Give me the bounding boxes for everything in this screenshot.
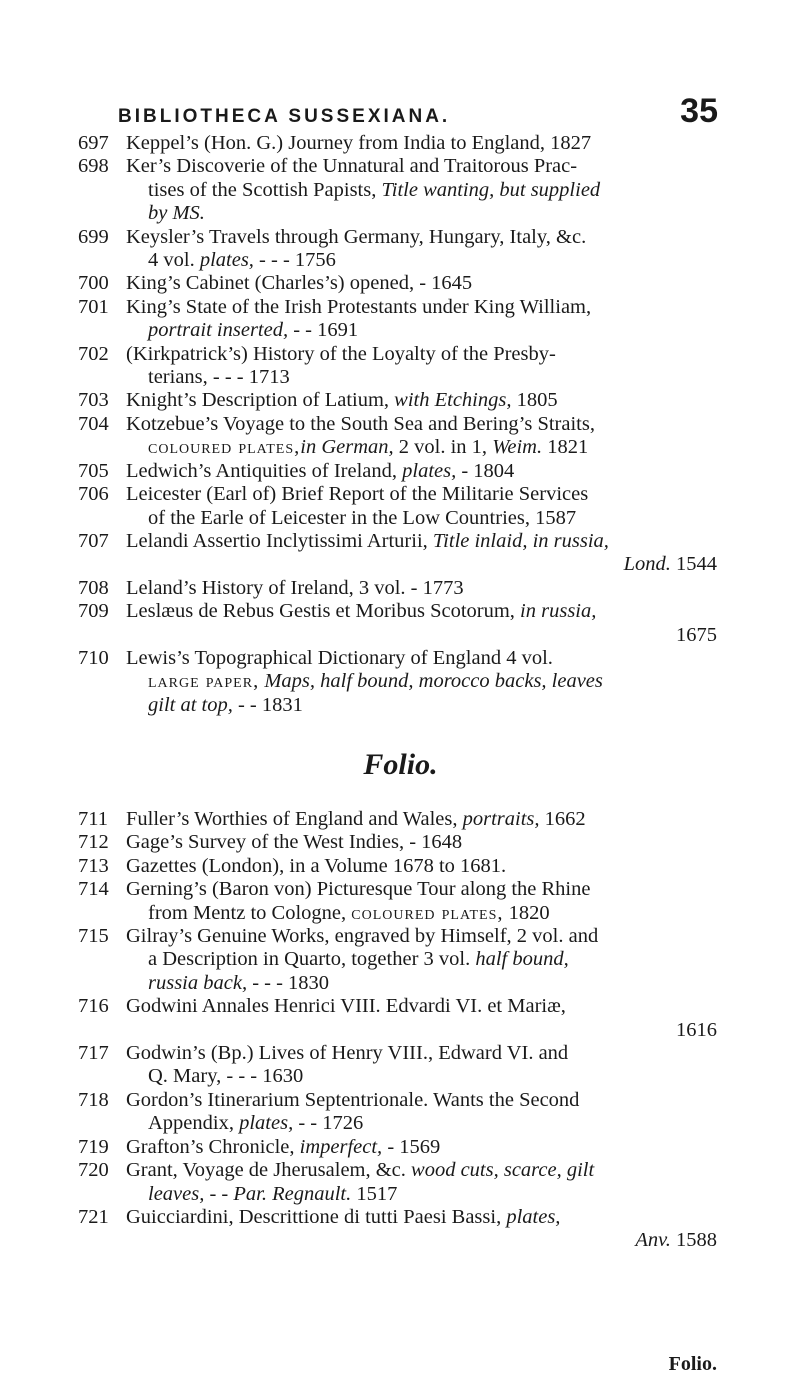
- entry-text: [126, 808, 717, 831]
- entry-title-text: Ledwich’s Antiquities of Ireland,: [126, 459, 403, 482]
- entry-line: [126, 855, 717, 878]
- lot-number: 714: [78, 878, 109, 901]
- entry-line: [126, 948, 717, 971]
- catalogue-entry: [0, 995, 801, 1042]
- entry-text: [126, 1042, 717, 1089]
- italic-note: plates,: [239, 1112, 294, 1135]
- entry-line: [126, 530, 717, 553]
- catchword: Folio.: [668, 1353, 717, 1375]
- entry-line: [126, 694, 717, 717]
- entry-text: [126, 1206, 717, 1253]
- running-title: BIBLIOTHECA SUSSEXIANA.: [118, 106, 451, 127]
- entry-text-run: 2 vol. in 1,: [393, 436, 493, 459]
- entry-list-octavo: [0, 132, 801, 717]
- italic-note: wood cuts, scarce, gilt: [411, 1159, 595, 1182]
- entry-line: [126, 624, 717, 647]
- catalogue-entry: [0, 413, 801, 460]
- catalogue-entry: [0, 155, 801, 225]
- date-leader: 1587: [529, 506, 577, 529]
- entry-title-text: Leslæus de Rebus Gestis et Moribus Scotorum,: [126, 600, 521, 623]
- entry-line: [126, 808, 717, 831]
- entry-line: [126, 202, 717, 225]
- entry-title-text: Leland’s History of Ireland, 3 vol.: [126, 576, 406, 599]
- italic-note: russia back,: [148, 971, 248, 994]
- entry-line: [126, 1136, 717, 1159]
- date-leader: - - 1831: [232, 693, 303, 716]
- small-caps-note: coloured plates,: [148, 436, 301, 459]
- lot-number: 705: [78, 459, 109, 482]
- entry-line: [126, 670, 717, 693]
- small-caps-note: coloured plates,: [351, 901, 504, 924]
- catalogue-entry: [0, 808, 801, 831]
- entry-text: [126, 855, 717, 878]
- entry-text: [126, 413, 717, 460]
- date-leader: - - - 1630: [221, 1065, 304, 1088]
- entry-text: [126, 600, 717, 647]
- lot-number: 718: [78, 1088, 109, 1111]
- page-number: 35: [680, 92, 718, 130]
- catalogue-entry: [0, 878, 801, 925]
- entry-line: [126, 577, 717, 600]
- italic-note: Title wanting, but supplied: [381, 178, 601, 201]
- entry-line: [126, 413, 717, 436]
- catalogue-entry: [0, 460, 801, 483]
- italic-note: in russia,: [520, 600, 597, 623]
- entry-text: [126, 1136, 717, 1159]
- entry-title-text: King’s Cabinet (Charles’s) opened,: [126, 272, 415, 295]
- catalogue-entry: [0, 1089, 801, 1136]
- entry-title-text: Gazettes (London), in a Volume 1678 to 1681.: [126, 854, 507, 877]
- entry-text: [126, 155, 717, 225]
- entry-text: [126, 647, 717, 717]
- entry-line: [126, 1183, 717, 1206]
- catalogue-entry: [0, 226, 801, 273]
- catalogue-entry: [0, 296, 801, 343]
- entry-line: [126, 389, 717, 412]
- italic-note: plates,: [402, 459, 457, 482]
- date-leader: - 1773: [405, 576, 464, 599]
- lot-number: 697: [78, 132, 109, 154]
- catalogue-entry: [0, 855, 801, 878]
- lot-number: 712: [78, 831, 109, 854]
- entry-line: [126, 155, 717, 178]
- lot-number: 717: [78, 1042, 109, 1065]
- italic-note: plates,: [199, 249, 254, 272]
- italic-note: with Etchings,: [394, 389, 512, 412]
- lot-number: 719: [78, 1135, 109, 1158]
- entry-line: [126, 296, 717, 319]
- date-leader: - 1804: [456, 459, 515, 482]
- entry-line: [126, 972, 717, 995]
- entry-title-text: 1616: [676, 1018, 717, 1041]
- date-leader: - 1645: [414, 272, 473, 295]
- entry-line: [126, 483, 717, 506]
- catalogue-entry: [0, 483, 801, 530]
- entry-line: [126, 878, 717, 901]
- entry-line: [126, 902, 717, 925]
- lot-number: 698: [78, 155, 109, 178]
- imprint-date: 1821: [542, 436, 589, 459]
- entry-text: [126, 389, 717, 412]
- entry-line: [126, 1159, 717, 1182]
- entry-line: [126, 436, 717, 459]
- entry-list-folio: [0, 808, 801, 1253]
- entry-title-text: Ker’s Discoverie of the Unnatural and Traitorous Prac-: [126, 155, 578, 178]
- entry-title-text: 4 vol.: [148, 249, 200, 272]
- catalogue-entry: [0, 1159, 801, 1206]
- entry-line: [126, 1229, 717, 1252]
- entry-title-text: Guicciardini, Descrittione di tutti Paesi Bassi,: [126, 1205, 507, 1228]
- entry-line: [126, 553, 717, 576]
- lot-number: 703: [78, 389, 109, 412]
- italic-note: in German,: [300, 436, 394, 459]
- lot-number: 708: [78, 576, 109, 599]
- entry-title-text: Gerning’s (Baron von) Picturesque Tour along the Rhine: [126, 878, 591, 901]
- entry-title-text: (Kirkpatrick’s) History of the Loyalty of the Presby-: [126, 342, 556, 365]
- imprint-note: Par. Regnault.: [233, 1182, 352, 1205]
- date-leader: - - - 1756: [253, 249, 336, 272]
- entry-text: [126, 272, 717, 295]
- date-leader: 1820: [503, 901, 550, 924]
- entry-text: [126, 1089, 717, 1136]
- entry-text: [126, 132, 717, 155]
- imprint-date: 1517: [351, 1182, 398, 1205]
- entry-line: [126, 995, 717, 1018]
- entry-text-run: 1588: [670, 1229, 717, 1252]
- entry-text: [126, 296, 717, 343]
- entry-line: [126, 272, 717, 295]
- entry-text-run: 1544: [670, 553, 717, 576]
- catalogue-entry: [0, 577, 801, 600]
- imprint-note: Weim.: [492, 436, 543, 459]
- catalogue-entry: [0, 272, 801, 295]
- section-heading-folio: Folio.: [363, 748, 438, 781]
- entry-line: [126, 249, 717, 272]
- italic-note: half bound,: [475, 948, 569, 971]
- entry-line: [126, 1042, 717, 1065]
- entry-line: [126, 1065, 717, 1088]
- entry-line: [126, 1112, 717, 1135]
- date-leader: - - 1726: [293, 1112, 364, 1135]
- date-leader: 1662: [539, 808, 586, 830]
- entry-text: [126, 878, 717, 925]
- lot-number: 702: [78, 342, 109, 365]
- entry-title-text: Knight’s Description of Latium,: [126, 389, 395, 412]
- entry-title-text: tises of the Scottish Papists,: [148, 178, 382, 201]
- lot-number: 704: [78, 412, 109, 435]
- entry-text: [126, 995, 717, 1042]
- entry-line: [126, 343, 717, 366]
- entry-line: [126, 132, 717, 155]
- italic-note: plates,: [506, 1205, 561, 1228]
- catalogue-entry: [0, 600, 801, 647]
- entry-line: [126, 647, 717, 670]
- catalogue-entry: [0, 1042, 801, 1089]
- entry-text: [126, 343, 717, 390]
- catalogue-entry: [0, 389, 801, 412]
- lot-number: 710: [78, 646, 109, 669]
- entry-line: [126, 507, 717, 530]
- running-header: [118, 92, 718, 131]
- entry-title-text: Keppel’s (Hon. G.) Journey from India to England, 1827: [126, 132, 592, 154]
- entry-line: [126, 460, 717, 483]
- lot-number: 707: [78, 529, 109, 552]
- catalogue-entry: [0, 831, 801, 854]
- entry-title-text: of the Earle of Leicester in the Low Countries,: [148, 506, 530, 529]
- date-leader: - 1648: [404, 831, 463, 854]
- lot-number: 711: [78, 808, 108, 830]
- entry-title-text: Grant, Voyage de Jherusalem, &c.: [126, 1159, 412, 1182]
- lot-number: 700: [78, 272, 109, 295]
- date-leader: - 1569: [382, 1135, 441, 1158]
- catalogue-entry: [0, 925, 801, 995]
- date-leader: - -: [204, 1182, 234, 1205]
- entry-title-text: Grafton’s Chronicle,: [126, 1135, 300, 1158]
- entry-text: [126, 925, 717, 995]
- lot-number: 716: [78, 995, 109, 1018]
- lot-number: 706: [78, 483, 109, 506]
- entry-title-text: Kotzebue’s Voyage to the South Sea and Bering’s Straits,: [126, 412, 595, 435]
- entry-line: [126, 1206, 717, 1229]
- italic-note: Maps, half bound, morocco backs, leaves: [259, 670, 603, 693]
- entry-title-text: from Mentz to Cologne,: [148, 901, 352, 924]
- lot-number: 720: [78, 1159, 109, 1182]
- entry-title-text: Keysler’s Travels through Germany, Hungary, Italy, &c.: [126, 225, 587, 248]
- entry-title-text: King’s State of the Irish Protestants under King William,: [126, 295, 592, 318]
- italic-note: Anv.: [635, 1229, 671, 1252]
- italic-note: Title inlaid, in russia,: [432, 529, 609, 552]
- entry-title-text: Gordon’s Itinerarium Septentrionale. Wants the Second: [126, 1088, 580, 1111]
- catalogue-entry: [0, 1206, 801, 1253]
- entry-title-text: Lelandi Assertio Inclytissimi Arturii,: [126, 529, 433, 552]
- lot-number: 699: [78, 225, 109, 248]
- small-caps-note: large paper,: [148, 670, 260, 693]
- catalogue-entry: [0, 647, 801, 717]
- entry-title-text: terians,: [148, 366, 208, 389]
- entry-line: [126, 319, 717, 342]
- catalogue-entry: [0, 1136, 801, 1159]
- entry-title-text: Q. Mary,: [148, 1065, 222, 1088]
- italic-note: portrait inserted,: [148, 319, 289, 342]
- entry-text: [126, 831, 717, 854]
- date-leader: - - - 1830: [247, 971, 330, 994]
- italic-note: leaves,: [148, 1182, 205, 1205]
- lot-number: 701: [78, 295, 109, 318]
- entry-title-text: Gage’s Survey of the West Indies,: [126, 831, 405, 854]
- entry-title-text: Fuller’s Worthies of England and Wales,: [126, 808, 463, 830]
- entry-title-text: Leicester (Earl of) Brief Report of the Militarie Services: [126, 483, 589, 506]
- italic-note: imperfect,: [299, 1135, 383, 1158]
- entry-title-text: Godwini Annales Henrici VIII. Edvardi VI. et Mariæ,: [126, 995, 566, 1018]
- italic-note: gilt at top,: [148, 693, 233, 716]
- entry-line: [126, 179, 717, 202]
- date-leader: - - - 1713: [207, 366, 290, 389]
- entry-line: [126, 1089, 717, 1112]
- entry-title-text: Lewis’s Topographical Dictionary of England 4 vol.: [126, 646, 553, 669]
- entry-line: [126, 366, 717, 389]
- entry-title-text: Gilray’s Genuine Works, engraved by Himself, 2 vol. and: [126, 925, 599, 948]
- italic-note: Lond.: [623, 553, 671, 576]
- entry-text: [126, 483, 717, 530]
- entry-line: [126, 925, 717, 948]
- entry-line: [126, 600, 717, 623]
- entry-text: [126, 226, 717, 273]
- catalogue-entry: [0, 132, 801, 155]
- catalogue-entry: [0, 530, 801, 577]
- italic-note: portraits,: [462, 808, 540, 830]
- entry-title-text: Godwin’s (Bp.) Lives of Henry VIII., Edward VI. and: [126, 1042, 569, 1065]
- lot-number: 721: [78, 1205, 109, 1228]
- entry-line: [126, 831, 717, 854]
- lot-number: 709: [78, 600, 109, 623]
- entry-title-text: 1675: [676, 623, 717, 646]
- lot-number: 715: [78, 925, 109, 948]
- catalogue-entry: [0, 343, 801, 390]
- entry-line: [126, 1019, 717, 1042]
- date-leader: 1805: [511, 389, 558, 412]
- entry-text: [126, 577, 717, 600]
- entry-line: [126, 226, 717, 249]
- italic-note: by MS.: [148, 202, 205, 225]
- entry-title-text: a Description in Quarto, together 3 vol.: [148, 948, 476, 971]
- entry-text: [126, 530, 717, 577]
- entry-text: [126, 1159, 717, 1206]
- entry-text: [126, 460, 717, 483]
- lot-number: 713: [78, 854, 109, 877]
- entry-title-text: Appendix,: [148, 1112, 240, 1135]
- date-leader: - - 1691: [288, 319, 359, 342]
